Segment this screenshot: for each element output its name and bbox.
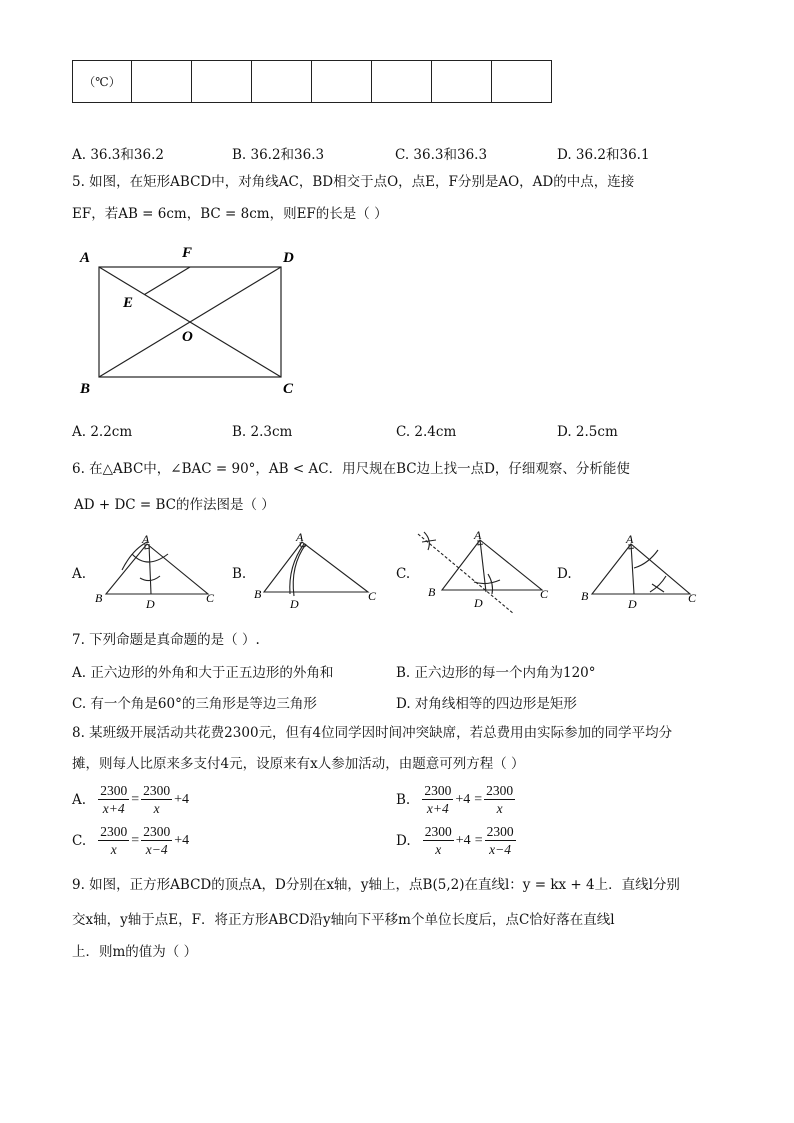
q5-stem-line2: EF，若AB = 6cm，BC = 8cm，则EF的长是（ ） xyxy=(72,206,388,222)
q6a-label-a: A xyxy=(142,532,150,546)
q7-option-d[interactable]: D. 对角线相等的四边形是矩形 xyxy=(396,696,577,712)
label-c: C xyxy=(283,381,294,397)
q8-option-d[interactable]: D. $\frac{2300}{x}$ +4 = $\frac{2300}{x-4}$ xyxy=(396,824,514,857)
segment-ef xyxy=(145,267,191,295)
q4-option-a[interactable]: A. 36.3和36.2 xyxy=(72,147,164,163)
q6-figure-c xyxy=(414,528,554,618)
label-a: A xyxy=(80,250,91,266)
q6-option-a[interactable]: A. xyxy=(72,566,87,582)
q6-option-c[interactable]: C. xyxy=(396,566,411,582)
q6a-label-b: B xyxy=(95,591,103,605)
q7-option-c[interactable]: C. 有一个角是60°的三角形是等边三角形 xyxy=(72,696,317,712)
label-f: F xyxy=(182,245,193,261)
q8-stem-line1: 8. 某班级开展活动共花费2300元，但有4位同学因时间冲突缺席，若总费用由实际参加的同学平均分 xyxy=(72,725,673,741)
q6-stem-line1: 6. 在△ABC中，∠BAC = 90°，AB < AC．用尺规在BC边上找一点D，仔细观察、分析能使 xyxy=(72,461,630,477)
q9-stem-line2: 交x轴，y轴于点E，F．将正方形ABCD沿y轴向下平移m个单位长度后，点C恰好落在直线l xyxy=(72,912,615,928)
fraction: $\frac{2300}{x+4}$ xyxy=(424,783,452,816)
q6-option-b[interactable]: B. xyxy=(232,566,247,582)
fraction: $\frac{2300}{x-4}$ xyxy=(486,824,514,857)
label-d: D xyxy=(283,250,294,266)
q4-option-c[interactable]: C. 36.3和36.3 xyxy=(395,147,488,163)
q6b-label-c: C xyxy=(368,589,377,603)
q6d-label-d: D xyxy=(628,597,637,611)
table-cell xyxy=(192,61,252,103)
q5-option-b[interactable]: B. 2.3cm xyxy=(232,424,293,440)
table-cell xyxy=(432,61,492,103)
fraction: $\frac{2300}{x}$ xyxy=(100,824,128,857)
q7-option-a[interactable]: A. 正六边形的外角和大于正五边形的外角和 xyxy=(72,665,334,681)
q4-option-b[interactable]: B. 36.2和36.3 xyxy=(232,147,325,163)
table-unit-cell: （℃） xyxy=(73,61,132,103)
q8-option-b[interactable]: B. $\frac{2300}{x+4}$ +4 = $\frac{2300}{x}$ xyxy=(396,783,514,816)
table-cell xyxy=(312,61,372,103)
q6b-label-d: D xyxy=(290,597,299,611)
q5-option-a[interactable]: A. 2.2cm xyxy=(72,424,133,440)
table-cell xyxy=(372,61,432,103)
q8-option-a-letter: A. xyxy=(72,791,87,808)
q7-stem: 7. 下列命题是真命题的是（ ）. xyxy=(72,632,260,648)
q7-option-b[interactable]: B. 正六边形的每一个内角为120° xyxy=(396,665,596,681)
q8-option-c[interactable]: C. $\frac{2300}{x}$ = $\frac{2300}{x-4}$ +4 xyxy=(72,824,190,857)
table-cell xyxy=(132,61,192,103)
q6c-label-a: A xyxy=(474,528,482,542)
q5-stem-line1: 5. 如图，在矩形ABCD中，对角线AC，BD相交于点O，点E，F分别是AO，AD的中点，连接 xyxy=(72,174,635,190)
q6-figure-d xyxy=(576,530,711,612)
q8-stem-line2: 摊，则每人比原来多支付4元，设原来有x人参加活动，由题意可列方程（ ） xyxy=(72,756,525,772)
q6-stem-line2: AD + DC = BC的作法图是（ ） xyxy=(74,497,275,513)
fraction: $\frac{2300}{x}$ xyxy=(424,824,452,857)
q4-option-d[interactable]: D. 36.2和36.1 xyxy=(557,147,650,163)
q9-stem-line3: 上．则m的值为（ ） xyxy=(72,944,198,960)
label-o: O xyxy=(182,329,193,345)
q6-figure-a xyxy=(92,530,222,612)
fraction: $\frac{2300}{x+4}$ xyxy=(100,783,128,816)
q6a-label-c: C xyxy=(206,591,215,605)
q8-option-a[interactable]: A. $\frac{2300}{x+4}$ = $\frac{2300}{x}$ +4 xyxy=(72,783,189,816)
q6c-label-d: D xyxy=(474,596,483,610)
q6a-label-d: D xyxy=(146,597,155,611)
q8-option-d-letter: D. xyxy=(396,832,411,849)
q6d-label-c: C xyxy=(688,591,697,605)
q8-option-b-letter: B. xyxy=(396,791,411,808)
q5-option-d[interactable]: D. 2.5cm xyxy=(557,424,618,440)
q6-option-d[interactable]: D. xyxy=(557,566,572,582)
table-row xyxy=(73,61,552,103)
q8-option-c-letter: C. xyxy=(72,832,87,849)
q6d-label-a: A xyxy=(626,532,634,546)
label-b: B xyxy=(80,381,91,397)
table-cell xyxy=(252,61,312,103)
temperature-table xyxy=(72,60,552,103)
fraction: $\frac{2300}{x}$ xyxy=(143,783,171,816)
fraction: $\frac{2300}{x-4}$ xyxy=(143,824,171,857)
q6-figure-b xyxy=(250,530,385,612)
q6d-label-b: B xyxy=(581,589,589,603)
q6b-label-b: B xyxy=(254,587,262,601)
fraction: $\frac{2300}{x}$ xyxy=(486,783,514,816)
q9-stem-line1: 9. 如图，正方形ABCD的顶点A，D分别在x轴，y轴上，点B(5,2)在直线l：y = kx + 4上．直线l分别 xyxy=(72,877,680,893)
table-cell xyxy=(492,61,552,103)
q6c-label-c: C xyxy=(540,587,549,601)
q5-option-c[interactable]: C. 2.4cm xyxy=(396,424,457,440)
label-e: E xyxy=(123,295,134,311)
q6b-label-a: A xyxy=(296,530,304,544)
q6c-label-b: B xyxy=(428,585,436,599)
q5-rectangle-figure xyxy=(70,240,310,400)
